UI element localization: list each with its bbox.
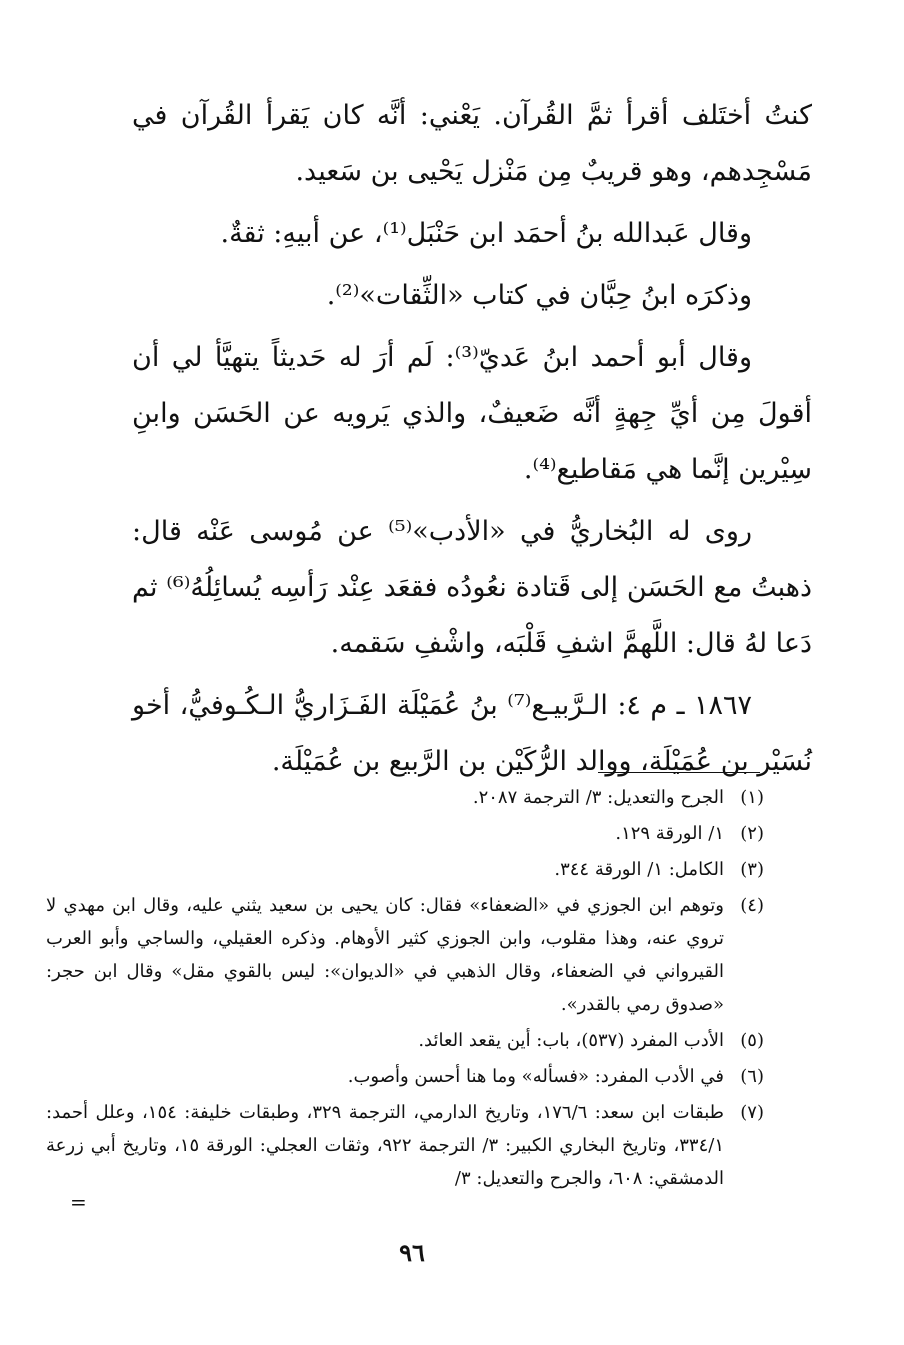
paragraph-5: روى له البُخاريُّ في «الأدب»⁽⁵⁾ عن مُوسى عَنْه قال: ذهبتُ مع الحَسَن إلى قَتادة نعُودُه فقعَد عِنْد رَأسِه يُسائِلُهُ⁽⁶⁾ ثم دَعا لهُ قال: اللَّهمَّ اشفِ قَلْبَه، واشْفِ سَقمه. <box>132 516 813 659</box>
paragraph-4: وقال أبو أحمد ابنُ عَديّ⁽³⁾: لَم أرَ له حَديثاً يتهيَّأ لي أن أقولَ مِن أيِّ جِهةٍ أنَّه ضَعيفٌ، والذي يَرويه عن الحَسَن وابنِ سِيْرين إنَّما هي مَقاطيع⁽⁴⁾. <box>132 342 812 485</box>
footnote-separator <box>598 772 760 773</box>
biography-entry-1867: ١٨٦٧ ـ م ٤: الـرَّبيـع⁽⁷⁾ بنُ عُمَيْلَة الفَـزَاريُّ الـكُـوفيُّ، أخو نُسَيْر بن عُمَيْلَة، ووالد الرُّكَيْن بن الرَّبيع بن عُمَيْلَة. <box>132 690 812 777</box>
footnote-text: ١/ الورقة ١٢٩. <box>615 823 724 844</box>
footnote-text: طبقات ابن سعد: ١٧٦/٦، وتاريخ الدارمي، الترجمة ٣٢٩، وطبقات خليفة: ١٥٤، وعلل أحمد: ٣٣٤/١، وتاريخ البخاري الكبير: ٣/ الترجمة ٩٢٢، وثقات العجلي: الورقة ١٥، وتاريخ أبي زرعة الدمشقي: ٦٠٨، والجرح والتعديل: ٣/ <box>46 1102 725 1189</box>
footnote-text: وتوهم ابن الجوزي في «الضعفاء» فقال: كان يحيى بن سعيد يثني عليه، وقال ابن مهدي لا تروي عنه، وهذا مقلوب، وابن الجوزي كثير الأوهام. وذكره العقيلي، والساجي وأبو العرب القيرواني في الضعفاء، وقال الذهبي في «الديوان»: ليس بالقوي مقل» وقال ابن حجر: «صدوق رمي بالقدر». <box>46 895 724 1015</box>
footnote-number: (٤) <box>740 895 764 916</box>
footnote-text: الكامل: ١/ الورقة ٣٤٤. <box>554 859 724 880</box>
paragraph-1: كنتُ أختَلف أقرأ ثمَّ القُرآن. يَعْني: أنَّه كان يَقرأ القُرآن في مَسْجِدهم، وهو قريبٌ مِن مَنْزل يَحْيى بن سَعيد. <box>132 100 812 187</box>
footnote-number: (٣) <box>740 859 764 880</box>
footnote-7 <box>46 1096 764 1195</box>
footnote-2 <box>46 817 764 850</box>
footnotes <box>46 781 764 1198</box>
footnote-4 <box>46 889 764 1021</box>
paragraph-3: وذكرَه ابنُ حِبَّان في كتاب «الثِّقات»⁽²⁾. <box>326 280 752 311</box>
footnote-number: (٢) <box>740 823 764 844</box>
page-number: ٩٦ <box>399 1238 425 1267</box>
main-text <box>132 88 812 796</box>
footnote-text: الجرح والتعديل: ٣/ الترجمة ٢٠٨٧. <box>472 787 724 808</box>
footnote-5 <box>46 1024 764 1057</box>
footnote-number: (٥) <box>740 1030 764 1051</box>
footnote-number: (٦) <box>740 1066 764 1087</box>
paragraph-2: وقال عَبدالله بنُ أحمَد ابن حَنْبَل⁽¹⁾، عن أبيهِ: ثقةٌ. <box>220 218 752 249</box>
continuation-mark: = <box>70 1190 87 1214</box>
footnote-text: الأدب المفرد (٥٣٧)، باب: أين يقعد العائد. <box>418 1030 724 1051</box>
footnote-text: في الأدب المفرد: «فسأله» وما هنا أحسن وأصوب. <box>347 1066 724 1087</box>
footnote-1 <box>46 781 764 814</box>
footnote-number: (٧) <box>740 1102 764 1123</box>
footnote-number: (١) <box>740 787 764 808</box>
footnote-6 <box>46 1060 764 1093</box>
footnote-3 <box>46 853 764 886</box>
